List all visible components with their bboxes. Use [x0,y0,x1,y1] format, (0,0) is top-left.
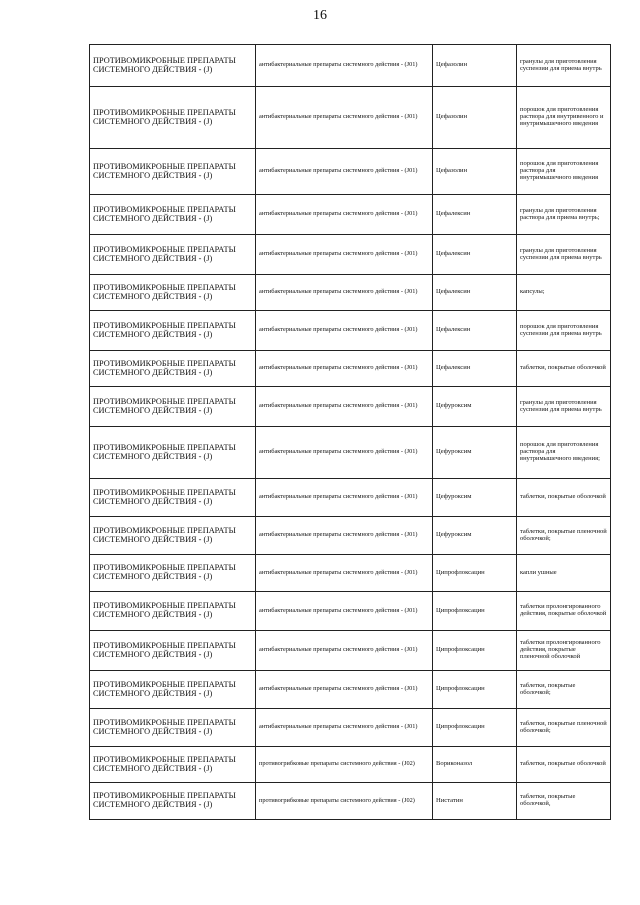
subgroup-cell: антибактериальные препараты системного действия - (J01) [256,592,433,631]
drug-name-cell: Ципрофлоксацин [433,555,517,592]
group-cell: ПРОТИВОМИКРОБНЫЕ ПРЕПАРАТЫ СИСТЕМНОГО ДЕЙСТВИЯ - (J) [90,235,256,275]
dosage-form-cell: порошок для приготовления раствора для внутривенного и внутримышечного введения [517,87,611,149]
table-row [90,235,611,275]
dosage-form-cell: таблетки, покрытые оболочкой; [517,671,611,709]
subgroup-cell: антибактериальные препараты системного действия - (J01) [256,235,433,275]
table-row [90,783,611,820]
table-row [90,517,611,555]
dosage-form-cell: таблетки пролонгированного действия, покрытые пленочной оболочкой [517,631,611,671]
group-cell: ПРОТИВОМИКРОБНЫЕ ПРЕПАРАТЫ СИСТЕМНОГО ДЕЙСТВИЯ - (J) [90,427,256,479]
table-row [90,592,611,631]
drug-name-cell: Цефазолин [433,45,517,87]
subgroup-cell: антибактериальные препараты системного действия - (J01) [256,45,433,87]
group-cell: ПРОТИВОМИКРОБНЫЕ ПРЕПАРАТЫ СИСТЕМНОГО ДЕЙСТВИЯ - (J) [90,149,256,195]
drug-name-cell: Цефалексин [433,275,517,311]
subgroup-cell: антибактериальные препараты системного действия - (J01) [256,87,433,149]
group-cell: ПРОТИВОМИКРОБНЫЕ ПРЕПАРАТЫ СИСТЕМНОГО ДЕЙСТВИЯ - (J) [90,87,256,149]
table-row [90,87,611,149]
subgroup-cell: антибактериальные препараты системного действия - (J01) [256,387,433,427]
subgroup-cell: антибактериальные препараты системного действия - (J01) [256,517,433,555]
group-cell: ПРОТИВОМИКРОБНЫЕ ПРЕПАРАТЫ СИСТЕМНОГО ДЕЙСТВИЯ - (J) [90,783,256,820]
drug-name-cell: Цефуроксим [433,517,517,555]
table-row [90,45,611,87]
table-row [90,427,611,479]
drug-name-cell: Ципрофлоксацин [433,592,517,631]
group-cell: ПРОТИВОМИКРОБНЫЕ ПРЕПАРАТЫ СИСТЕМНОГО ДЕЙСТВИЯ - (J) [90,709,256,747]
subgroup-cell: антибактериальные препараты системного действия - (J01) [256,311,433,351]
dosage-form-cell: гранулы для приготовления суспензии для приема внутрь [517,235,611,275]
drug-table [89,44,611,820]
subgroup-cell: антибактериальные препараты системного действия - (J01) [256,555,433,592]
group-cell: ПРОТИВОМИКРОБНЫЕ ПРЕПАРАТЫ СИСТЕМНОГО ДЕЙСТВИЯ - (J) [90,671,256,709]
drug-name-cell: Цефазолин [433,87,517,149]
table-row [90,275,611,311]
group-cell: ПРОТИВОМИКРОБНЫЕ ПРЕПАРАТЫ СИСТЕМНОГО ДЕЙСТВИЯ - (J) [90,517,256,555]
drug-name-cell: Цефалексин [433,195,517,235]
drug-name-cell: Ципрофлоксацин [433,671,517,709]
subgroup-cell: антибактериальные препараты системного действия - (J01) [256,275,433,311]
group-cell: ПРОТИВОМИКРОБНЫЕ ПРЕПАРАТЫ СИСТЕМНОГО ДЕЙСТВИЯ - (J) [90,311,256,351]
subgroup-cell: антибактериальные препараты системного действия - (J01) [256,427,433,479]
drug-name-cell: Цефалексин [433,351,517,387]
dosage-form-cell: гранулы для приготовления суспензии для приема внутрь [517,387,611,427]
group-cell: ПРОТИВОМИКРОБНЫЕ ПРЕПАРАТЫ СИСТЕМНОГО ДЕЙСТВИЯ - (J) [90,555,256,592]
group-cell: ПРОТИВОМИКРОБНЫЕ ПРЕПАРАТЫ СИСТЕМНОГО ДЕЙСТВИЯ - (J) [90,275,256,311]
subgroup-cell: антибактериальные препараты системного действия - (J01) [256,671,433,709]
table-row [90,149,611,195]
subgroup-cell: антибактериальные препараты системного действия - (J01) [256,479,433,517]
table-row [90,351,611,387]
dosage-form-cell: капли ушные [517,555,611,592]
dosage-form-cell: гранулы для приготовления раствора для приема внутрь; [517,195,611,235]
dosage-form-cell: капсулы; [517,275,611,311]
page-number: 16 [313,8,327,23]
drug-name-cell: Ципрофлоксацин [433,709,517,747]
table-row [90,311,611,351]
dosage-form-cell: порошок для приготовления суспензии для приема внутрь [517,311,611,351]
subgroup-cell: антибактериальные препараты системного действия - (J01) [256,149,433,195]
table-row [90,555,611,592]
dosage-form-cell: таблетки пролонгированного действия, покрытые оболочкой [517,592,611,631]
drug-name-cell: Цефалексин [433,235,517,275]
drug-name-cell: Цефуроксим [433,387,517,427]
dosage-form-cell: таблетки, покрытые оболочкой [517,479,611,517]
dosage-form-cell: таблетки, покрытые оболочкой [517,747,611,783]
dosage-form-cell: таблетки, покрытые пленочной оболочкой; [517,517,611,555]
group-cell: ПРОТИВОМИКРОБНЫЕ ПРЕПАРАТЫ СИСТЕМНОГО ДЕЙСТВИЯ - (J) [90,351,256,387]
group-cell: ПРОТИВОМИКРОБНЫЕ ПРЕПАРАТЫ СИСТЕМНОГО ДЕЙСТВИЯ - (J) [90,631,256,671]
subgroup-cell: антибактериальные препараты системного действия - (J01) [256,631,433,671]
group-cell: ПРОТИВОМИКРОБНЫЕ ПРЕПАРАТЫ СИСТЕМНОГО ДЕЙСТВИЯ - (J) [90,195,256,235]
subgroup-cell: противогрибковые препараты системного действия - (J02) [256,783,433,820]
group-cell: ПРОТИВОМИКРОБНЫЕ ПРЕПАРАТЫ СИСТЕМНОГО ДЕЙСТВИЯ - (J) [90,45,256,87]
group-cell: ПРОТИВОМИКРОБНЫЕ ПРЕПАРАТЫ СИСТЕМНОГО ДЕЙСТВИЯ - (J) [90,747,256,783]
table-row [90,747,611,783]
drug-name-cell: Вориконазол [433,747,517,783]
table-row [90,195,611,235]
dosage-form-cell: таблетки, покрытые пленочной оболочкой; [517,709,611,747]
table-row [90,709,611,747]
dosage-form-cell: порошок для приготовления раствора для внутримышечного введения [517,149,611,195]
drug-name-cell: Цефалексин [433,311,517,351]
dosage-form-cell: таблетки, покрытые оболочкой [517,351,611,387]
drug-table-body [90,45,611,820]
dosage-form-cell: таблетки, покрытые оболочкой, [517,783,611,820]
table-row [90,387,611,427]
drug-name-cell: Цефазолин [433,149,517,195]
dosage-form-cell: гранулы для приготовления суспензии для приема внутрь [517,45,611,87]
group-cell: ПРОТИВОМИКРОБНЫЕ ПРЕПАРАТЫ СИСТЕМНОГО ДЕЙСТВИЯ - (J) [90,479,256,517]
drug-name-cell: Нистатин [433,783,517,820]
table-row [90,479,611,517]
subgroup-cell: противогрибковые препараты системного действия - (J02) [256,747,433,783]
table-row [90,631,611,671]
dosage-form-cell: порошок для приготовления раствора для внутримышечного введения; [517,427,611,479]
subgroup-cell: антибактериальные препараты системного действия - (J01) [256,709,433,747]
drug-name-cell: Ципрофлоксацин [433,631,517,671]
subgroup-cell: антибактериальные препараты системного действия - (J01) [256,351,433,387]
table-row [90,671,611,709]
drug-name-cell: Цефуроксим [433,427,517,479]
group-cell: ПРОТИВОМИКРОБНЫЕ ПРЕПАРАТЫ СИСТЕМНОГО ДЕЙСТВИЯ - (J) [90,592,256,631]
subgroup-cell: антибактериальные препараты системного действия - (J01) [256,195,433,235]
drug-name-cell: Цефуроксим [433,479,517,517]
group-cell: ПРОТИВОМИКРОБНЫЕ ПРЕПАРАТЫ СИСТЕМНОГО ДЕЙСТВИЯ - (J) [90,387,256,427]
